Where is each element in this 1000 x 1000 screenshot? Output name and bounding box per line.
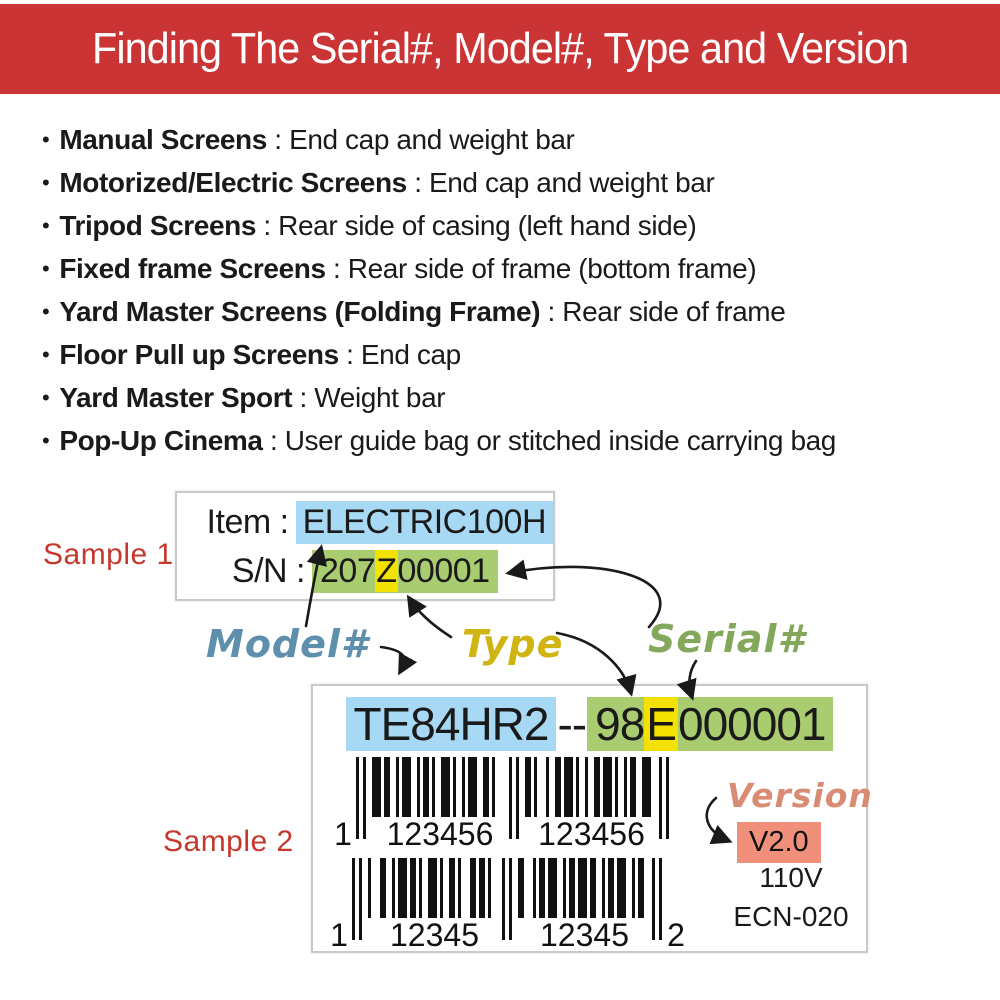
list-item xyxy=(42,419,836,462)
barcode-lower xyxy=(330,858,730,952)
list-item xyxy=(42,333,836,376)
label-location: Rear side of casing (left hand side) xyxy=(278,210,697,241)
voltage-text: 110V xyxy=(759,862,823,893)
label-location: End cap and weight bar xyxy=(428,167,715,198)
serial-row xyxy=(177,547,553,596)
serial-number-highlight xyxy=(312,550,498,593)
sample1-product-label xyxy=(175,491,555,601)
separator-dashes: -- xyxy=(557,698,587,750)
item-row xyxy=(177,498,553,547)
screen-type: Tripod Screens xyxy=(59,210,257,241)
serial-prefix: 98 xyxy=(595,698,645,750)
title-banner xyxy=(0,4,1000,94)
separator: : xyxy=(540,296,563,327)
screen-type: Fixed frame Screens xyxy=(59,253,326,284)
item-key: Item : xyxy=(206,503,289,541)
type-annotation: Type xyxy=(462,622,564,666)
svg-text:1: 1 xyxy=(334,816,352,851)
svg-text:1: 1 xyxy=(330,917,348,952)
label-location: End cap xyxy=(360,339,461,370)
bullet-glyph: • xyxy=(42,299,50,324)
version-annotation: Version xyxy=(727,776,873,815)
arrow-type-to-sample1-z xyxy=(409,598,451,637)
screen-type: Motorized/Electric Screens xyxy=(59,167,407,198)
model-annotation: Model# xyxy=(206,622,369,666)
screen-type: Yard Master Screens (Folding Frame) xyxy=(59,296,541,327)
bullet-glyph: • xyxy=(42,342,50,367)
location-list xyxy=(42,118,836,462)
svg-text:12345: 12345 xyxy=(540,917,629,952)
label-location: Rear side of frame (bottom frame) xyxy=(347,253,757,284)
list-item xyxy=(42,118,836,161)
sn-key: S/N : xyxy=(231,552,305,590)
separator: : xyxy=(338,339,361,370)
label-location: End cap and weight bar xyxy=(289,124,575,155)
model-serial-line xyxy=(313,697,866,751)
serial-prefix: 207 xyxy=(320,552,376,590)
list-item xyxy=(42,290,836,333)
list-item xyxy=(42,376,836,419)
model-number-highlight: TE84HR2 xyxy=(346,697,557,751)
list-item xyxy=(42,161,836,204)
bullet-glyph: • xyxy=(42,170,50,195)
svg-text:2: 2 xyxy=(667,917,685,952)
type-highlight: E xyxy=(646,698,676,750)
svg-text:12345: 12345 xyxy=(390,917,479,952)
list-item xyxy=(42,247,836,290)
bullet-glyph: • xyxy=(42,213,50,238)
serial-number-highlight xyxy=(587,697,833,751)
separator: : xyxy=(325,253,348,284)
screen-type: Pop-Up Cinema xyxy=(59,425,263,456)
list-item xyxy=(42,204,836,247)
separator: : xyxy=(266,124,290,155)
bullet-glyph: • xyxy=(42,256,50,281)
page-title: Finding The Serial#, Model#, Type and Version xyxy=(91,24,909,73)
separator: : xyxy=(292,382,315,413)
barcode-upper xyxy=(334,757,734,851)
bullet-glyph: • xyxy=(42,127,50,152)
model-number-highlight: ELECTRIC100H xyxy=(296,501,553,544)
separator: : xyxy=(256,210,279,241)
label-location: Rear side of frame xyxy=(562,296,786,327)
bullet-glyph: • xyxy=(42,385,50,410)
screen-type: Manual Screens xyxy=(59,124,267,155)
separator: : xyxy=(262,425,285,456)
ecn-text: ECN-020 xyxy=(733,901,849,932)
version-value-chip: V2.0 xyxy=(737,822,821,863)
screen-type: Yard Master Sport xyxy=(59,382,293,413)
screen-type: Floor Pull up Screens xyxy=(59,339,339,370)
label-location: User guide bag or stitched inside carrying bag xyxy=(284,425,836,456)
arrow-model-to-sample2 xyxy=(381,647,404,672)
bullet-glyph: • xyxy=(42,428,50,453)
serial-suffix: 000001 xyxy=(677,698,826,750)
separator: : xyxy=(406,167,429,198)
sample2-label: Sample 2 xyxy=(163,825,294,858)
serial-suffix: 00001 xyxy=(397,552,490,590)
type-highlight: Z xyxy=(376,552,397,590)
serial-annotation: Serial# xyxy=(648,617,806,661)
svg-text:123456: 123456 xyxy=(386,816,494,851)
label-location: Weight bar xyxy=(314,382,446,413)
svg-text:123456: 123456 xyxy=(538,816,645,851)
sample1-label: Sample 1 xyxy=(43,538,174,571)
